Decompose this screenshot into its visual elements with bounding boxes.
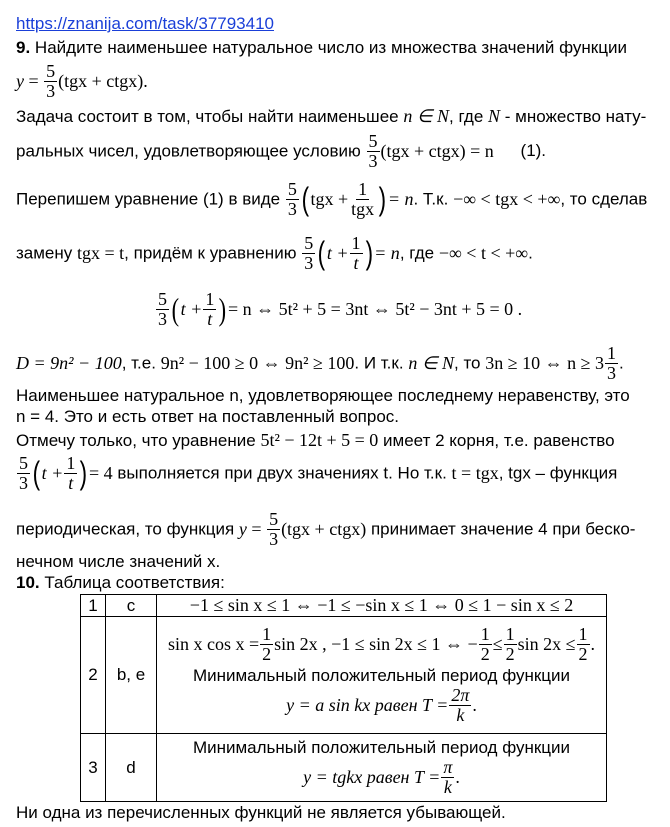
row-content	[157, 617, 607, 734]
t-plus: t +	[180, 298, 203, 319]
eq-sign: =	[246, 518, 267, 539]
eq-n: = n	[387, 188, 414, 209]
rewrite-line-2	[16, 234, 533, 273]
paren-right: )	[79, 455, 88, 492]
table-row	[81, 617, 607, 734]
correspondence-table	[80, 594, 607, 802]
denominator: 2	[505, 644, 515, 665]
discriminant-line	[16, 344, 624, 383]
paren-left: (	[301, 181, 309, 218]
numerator: 5	[269, 509, 279, 529]
text: Отмечу только, что уравнение	[16, 431, 256, 450]
equation-rest: = n ⇔ 5t² + 5 = 3nt ⇔ 5t² − 3nt + 5 = 0 .	[227, 298, 523, 319]
note-line-2	[16, 454, 617, 493]
tgx-ctgx: (tgx + ctgx)	[281, 518, 367, 539]
row-content: −1 ≤ sin x ≤ 1 ⇔ −1 ≤ −sin x ≤ 1 ⇔ 0 ≤ 1 − sin x ≤ 2	[157, 595, 607, 617]
var-y: y	[238, 518, 247, 539]
substitution: tgx = t	[77, 242, 125, 263]
period-text: Минимальный положительный период функции	[192, 666, 571, 685]
text: . И т.к.	[354, 353, 404, 373]
denominator: 2	[578, 644, 588, 665]
discriminant: D = 9n² − 100	[16, 352, 122, 373]
fraction-half	[577, 625, 590, 664]
tgx-plus: tgx +	[310, 188, 349, 209]
note-line-3	[16, 510, 635, 549]
answer-line-1: Наименьшее натуральное n, удовлетворяющее последнему неравенству, это	[16, 386, 630, 405]
note-line-1	[16, 430, 615, 451]
text: . Т.к.	[413, 189, 449, 209]
paren-left: (	[317, 235, 326, 272]
text: , т.е.	[121, 353, 156, 373]
text: , где	[449, 107, 484, 126]
text: , где	[399, 243, 435, 263]
text: имеет 2 корня, т.е. равенство	[383, 431, 615, 450]
period-formula: y = a sin kx равен T = $\frac{2\pi}{k}$ .	[286, 685, 477, 725]
paren-left: (	[32, 455, 41, 492]
numerator: 5	[287, 179, 297, 199]
answer-line-2: n = 4. Это и есть ответ на поставленный вопрос.	[16, 407, 400, 426]
row-number: 1	[81, 595, 106, 617]
denominator: t	[207, 308, 213, 329]
t-plus: t +	[41, 462, 64, 483]
text: , tgx – функция	[498, 463, 618, 483]
denominator: 3	[269, 528, 279, 549]
row-content	[157, 734, 607, 802]
range-t: −∞ < t < +∞	[438, 242, 529, 263]
numerator: 5	[19, 453, 28, 473]
denominator: t	[353, 252, 359, 273]
formula: y = tgkx равен T =	[303, 767, 441, 787]
n-in-N: n ∈ N	[408, 352, 454, 373]
fraction-period	[449, 686, 471, 725]
eq-ref: (1).	[520, 141, 547, 161]
fraction-5-3	[367, 132, 380, 171]
problem-9-text: Найдите наименьшее натуральное число из множества значений функции	[34, 38, 627, 57]
table-caption: Таблица соответствия:	[44, 573, 225, 592]
inequality: 9n² − 100 ≥ 0 ⇔ 9n² ≥ 100	[160, 352, 355, 373]
problem-9-function	[16, 62, 148, 101]
numerator: 1	[66, 453, 76, 473]
denominator: 3	[158, 308, 167, 329]
denominator: 3	[607, 362, 616, 383]
final-statement: Ни одна из перечисленных функций не является убывающей.	[16, 803, 506, 822]
period-text: Минимальный положительный период функции	[192, 738, 571, 758]
denominator: 3	[304, 252, 314, 273]
fraction-5-3	[44, 62, 57, 101]
row-number: 2	[81, 617, 106, 734]
fraction-1-t	[64, 454, 77, 493]
fraction-1-t	[203, 290, 216, 329]
text: , придём к уравнению	[124, 243, 297, 263]
equivalence-chain	[155, 290, 522, 329]
fraction-period	[441, 758, 454, 797]
numerator: 1	[205, 289, 215, 309]
N-symbol: N	[488, 106, 501, 126]
rewrite-line-1	[16, 180, 647, 219]
eq-4: = 4	[88, 462, 113, 483]
period-formula: y = tgkx равен T = $\frac{\pi}{k}$ .	[303, 757, 460, 797]
paren-right: )	[378, 181, 387, 218]
denominator: 3	[19, 472, 28, 493]
sin-cos-identity: sin x cos x = $\frac{1}{2}$ sin 2x , −1 ≤ sin 2x ≤ 1 ⇔ − $\frac{1}{2}$ ≤ $\frac{1}{2}$ sin 2x ≤ $\frac{1}{2}$ .	[167, 624, 595, 665]
quadratic: 5t² − 12t + 5 = 0	[260, 430, 379, 450]
problem-9-statement	[16, 38, 627, 58]
fraction-5-3	[286, 180, 299, 219]
text: - множество нату-	[504, 107, 647, 126]
denominator: 2	[262, 644, 272, 665]
text: принимает значение 4 при беско-	[370, 519, 636, 539]
text: , то сделав	[560, 189, 648, 209]
problem-9-number: 9.	[16, 38, 31, 57]
text: выполняется при двух значениях t. Но т.к.	[117, 463, 447, 483]
note-line-4: нечном числе значений x.	[16, 552, 221, 571]
numerator: 5	[368, 131, 378, 151]
task-line-1	[16, 106, 646, 127]
denominator: 3	[46, 80, 56, 101]
n-bound: 3n ≥ 10 ⇔ n ≥ 3	[485, 352, 604, 373]
numerator: 5	[304, 233, 314, 253]
text: периодическая, то функция	[16, 519, 235, 539]
fraction-5-3	[267, 510, 280, 549]
paren-left: (	[171, 291, 180, 328]
eq-sign: =	[24, 70, 44, 91]
fraction-1-3	[605, 344, 618, 383]
denominator: k	[456, 704, 465, 725]
text: sin x cos x =	[167, 634, 260, 655]
numerator: 1	[578, 624, 588, 645]
dot: .	[619, 353, 624, 373]
paren-right: )	[365, 235, 373, 272]
text: замену	[16, 243, 73, 263]
denominator: tgx	[351, 198, 375, 219]
denominator: t	[68, 472, 74, 493]
text: Задача состоит в том, чтобы найти наименьшее	[16, 107, 399, 126]
text: sin 2x ≤	[517, 634, 576, 655]
numerator: 1	[607, 343, 616, 363]
problem-10-number: 10.	[16, 573, 40, 592]
numerator: 2π	[451, 685, 470, 705]
table-row	[81, 595, 607, 617]
row-letter: c	[106, 595, 157, 617]
paren-right: )	[218, 291, 227, 328]
fraction-1-tgx	[349, 180, 376, 219]
fraction-5-3	[156, 290, 169, 329]
numerator: 1	[262, 624, 272, 645]
table-row	[81, 734, 607, 802]
row-letter: d	[106, 734, 157, 802]
text: Перепишем уравнение (1) в виде	[16, 189, 281, 209]
formula: y = a sin kx равен T =	[286, 694, 449, 715]
condition-eq: (tgx + ctgx) = n	[380, 140, 494, 161]
tgx-ctgx: (tgx + ctgx)	[58, 70, 144, 91]
n-in-N: n ∈ N	[403, 106, 450, 126]
denominator: 2	[480, 644, 490, 665]
denominator: k	[443, 777, 452, 797]
row-letter: b, e	[106, 617, 157, 734]
task-line-2	[16, 132, 546, 171]
numerator: π	[443, 757, 453, 778]
row-number: 3	[81, 734, 106, 802]
text: sin 2x , −1 ≤ sin 2x ≤ 1 ⇔ −	[274, 634, 478, 655]
range: −∞ < tgx < +∞	[453, 188, 561, 209]
fraction-half	[260, 625, 273, 664]
t-plus: t +	[326, 242, 349, 263]
numerator: 1	[480, 624, 490, 645]
dot: .	[528, 243, 533, 263]
numerator: 5	[158, 289, 167, 309]
numerator: 1	[351, 233, 361, 253]
dot: .	[143, 70, 148, 91]
eq-n: = n	[374, 242, 400, 263]
source-link[interactable]: https://znanija.com/task/37793410	[16, 14, 274, 33]
t-eq-tgx: t = tgx	[451, 462, 499, 483]
le: ≤	[492, 634, 503, 655]
fraction-5-3	[17, 454, 30, 493]
numerator: 1	[358, 179, 368, 199]
fraction-half	[479, 625, 492, 664]
fraction-1-t	[350, 234, 363, 273]
fraction-half	[504, 625, 517, 664]
fraction-5-3	[302, 234, 315, 273]
text: ральных чисел, удовлетворяющее условию	[16, 141, 361, 161]
denominator: 3	[368, 150, 378, 171]
denominator: 3	[287, 198, 297, 219]
numerator: 1	[505, 624, 515, 645]
numerator: 5	[46, 61, 56, 81]
problem-10-title	[16, 573, 225, 593]
var-y: y	[16, 70, 24, 91]
text: , то	[454, 353, 481, 373]
